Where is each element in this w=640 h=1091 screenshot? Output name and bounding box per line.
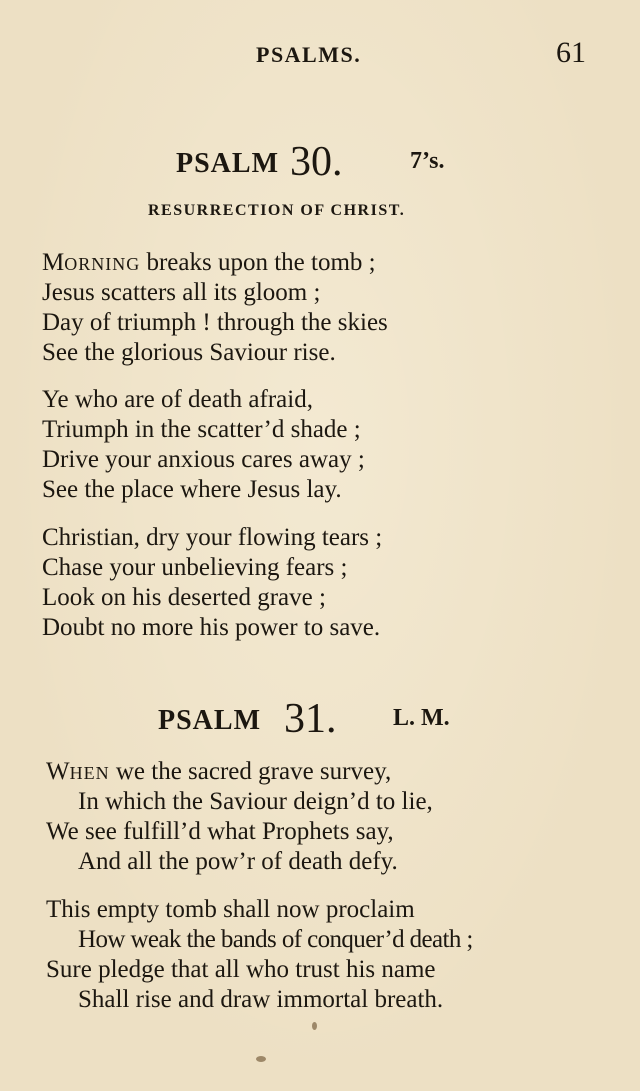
verse-line: Shall rise and draw immortal breath.: [78, 986, 444, 1013]
psalm-label: PSALM: [158, 705, 261, 736]
drop-letter: M: [42, 249, 65, 276]
verse-line: We see fulfill’d what Prophets say,: [46, 818, 394, 845]
verse-line: Doubt no more his power to save.: [42, 614, 381, 641]
verse-line: And all the pow’r of death defy.: [78, 848, 398, 875]
page-number: 61: [556, 36, 586, 69]
psalm-30-stanza-3: [42, 523, 382, 643]
psalm-30-stanza-2: [42, 385, 365, 505]
psalm-number: 31.: [284, 696, 337, 742]
ink-speck: [256, 1056, 266, 1062]
verse-line: See the place where Jesus lay.: [42, 476, 342, 503]
verse-line: This empty tomb shall now proclaim: [46, 896, 415, 923]
verse-line: Chase your unbelieving fears ;: [42, 554, 348, 581]
verse-line: Ye who are of death afraid,: [42, 386, 313, 413]
verse-line: [46, 757, 433, 787]
small-caps-word: HEN: [69, 763, 110, 783]
verse-line: Triumph in the scatter’d shade ;: [42, 416, 361, 443]
verse-line-text: breaks upon the tomb ;: [140, 249, 376, 276]
psalm-31-stanza-2: [46, 895, 473, 1015]
small-caps-word: ORNING: [64, 254, 141, 274]
verse-line: Jesus scatters all its gloom ;: [42, 279, 321, 306]
psalm-label: PSALM: [176, 148, 279, 179]
verse-line: [42, 248, 388, 278]
verse-line: Christian, dry your flowing tears ;: [42, 524, 383, 551]
verse-line: How weak the bands of conquer’d death ;: [78, 926, 473, 953]
verse-line: Day of triumph ! through the skies: [42, 309, 388, 336]
running-title: PSALMS.: [256, 42, 362, 67]
verse-line: Drive your anxious cares away ;: [42, 446, 365, 473]
psalm-meter: 7’s.: [410, 148, 445, 174]
psalm-30-heading: [0, 138, 640, 188]
psalm-31-stanza-1: [46, 757, 433, 877]
psalm-meter: L. M.: [393, 705, 450, 731]
drop-letter: W: [46, 758, 70, 785]
verse-line-text: we the sacred grave survey,: [109, 758, 392, 785]
running-head: [0, 36, 640, 82]
psalm-30-stanza-1: [42, 248, 388, 368]
psalm-30-subtitle: RESURRECTION OF CHRIST.: [148, 202, 406, 219]
verse-line: See the glorious Saviour rise.: [42, 339, 336, 366]
psalm-31-heading: [0, 695, 640, 745]
psalm-number: 30.: [290, 139, 343, 185]
ink-speck: [312, 1022, 317, 1030]
verse-line: In which the Saviour deign’d to lie,: [78, 788, 433, 815]
verse-line: Sure pledge that all who trust his name: [46, 956, 436, 983]
verse-line: Look on his deserted grave ;: [42, 584, 326, 611]
